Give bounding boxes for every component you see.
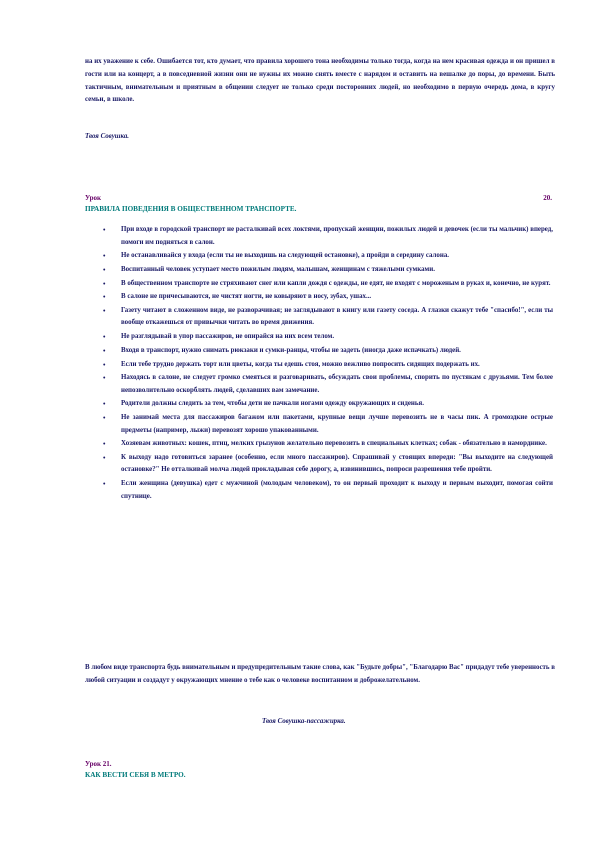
rule-text: В общественном транспорте не стряхивают снег или капли дождя с одежды, не едят, не входят с мороженым в руках и, конечно, не курят. [121,279,551,287]
rule-item [85,478,553,503]
closing-paragraph: В любом виде транспорта будь внимательным и предупредительным такие слова, как "Будьте добры", "Благодарю Вас" придадут тебе уверенность в любой ситуации и создадут у окружающих мнение о тебе как о человеке воспитанном и доброжелательном. [85,664,555,684]
rule-text: Родители должны следить за тем, чтобы дети не пачкали ногами одежду окружающих и сиденья. [121,400,424,408]
rule-text: Не останавливайся у входа (если ты не выходишь на следующей остановке), а пройди в середину салона. [121,252,449,260]
rule-item [85,224,553,249]
rule-item [85,438,553,451]
rule-item [85,398,553,411]
rule-text: Хозяевам животных: кошек, птиц, мелких грызунов желательно перевозить в специальных клетках; собак - обязательно в наморднике. [121,440,547,448]
rule-text: Газету читают в сложенном виде, не разворачивая; не заглядывают в книгу или газету соседа. А глазки скажут тебе "спасибо!", если ты вообще откажешься от привычки читать во время движения. [121,306,553,327]
rule-item [85,291,553,304]
lesson-20-signature: Твоя Совушка-пассажирка. [262,718,346,725]
intro-signature: Твоя Совушка. [85,133,130,140]
rule-item [85,331,553,344]
rule-item [85,250,553,263]
rule-item [85,264,553,277]
bullet-icon: • [103,265,106,274]
rule-text: Находясь в салоне, не следует громко смеяться и разговаривать, обсуждать свои проблемы, спорить по пустякам с друзьями. Тем более непозволительно оскорблять людей, сделавших вам замечание. [121,374,553,394]
rule-item [85,452,553,477]
rule-item [85,345,553,358]
rule-text: Не разглядывай в упор пассажиров, не опирайся на них всем телом. [121,333,335,341]
rule-text: При входе в городской транспорт не расталкивай всех локтями, пропускай женщин, пожилых людей и девочек (если ты мальчик) вперед, помоги им подняться в салон. [121,226,553,246]
rule-text: К выходу надо готовиться заранее (особенно, если много пассажиров). Спрашивай у стоящих впереди: "Вы выходите на следующей остановке?" Не отталкивай молча людей прокладывая себе дорогу, а, извинившись, попроси разрешения тебе пройти. [121,453,553,474]
lesson-21-label: Урок 21. [85,760,112,768]
rule-text: Не занимай места для пассажиров багажом или пакетами, крупные вещи лучше перевозить не в часы пик. А громоздкие острые предметы (например, лыжи) перевозят хорошо упакованными. [121,414,553,434]
lesson-20-label: Урок [85,194,101,202]
bullet-icon: • [103,440,106,449]
bullet-icon: • [103,293,106,302]
lesson-20-title: ПРАВИЛА ПОВЕДЕНИЯ В ОБЩЕСТВЕННОМ ТРАНСПОРТЕ. [85,205,297,213]
bullet-icon: • [103,360,106,369]
bullet-icon: • [103,252,106,261]
intro-paragraph: на их уважение к себе. Ошибается тот, кто думает, что правила хорошего тона необходимы только тогда, когда на нем красивая одежда и он пришел в гости или на концерт, а в повседневной жизни они не нужны их можно снять вместе с нарядом и оставить на вешалке до поры, до времени. Быть тактичным, внимательным и приятным в общении следует не только среди посторонних людей, но необходимо в первую очередь дома, в кругу семьи, в школе. [85,58,555,104]
bullet-icon: • [103,400,106,409]
bullet-icon: • [103,346,106,355]
lesson-20-number: 20. [543,194,552,202]
rule-item [85,372,553,397]
rule-text: Входя в транспорт, нужно снимать рюкзаки и сумки-ранцы, чтобы не задеть (иногда даже испачкать) людей. [121,346,461,354]
rule-text: Если тебе трудно держать торт или цветы, когда ты едешь стоя, можно вежливо попросить сидящих подержать их. [121,360,480,368]
rule-text: Если женщина (девушка) едет с мужчиной (молодым человеком), то он первый проходит к выходу и первым выходит, помогая сойти спутнице. [121,480,553,500]
bullet-icon: • [103,374,106,383]
rule-item [85,359,553,372]
rules-list [85,224,553,504]
rule-item [85,412,553,437]
bullet-icon: • [103,306,106,315]
bullet-icon: • [103,414,106,423]
bullet-icon: • [103,279,106,288]
rule-text: В салоне не причесываются, не чистят ногти, не ковыряют в носу, зубах, ушах... [121,293,372,301]
bullet-icon: • [103,453,106,462]
rule-text: Воспитанный человек уступает место пожилым людям, малышам, женщинам с тяжелыми сумками. [121,265,435,273]
rule-item [85,278,553,291]
bullet-icon: • [103,226,106,234]
bullet-icon: • [103,480,106,489]
rule-item [85,305,553,330]
bullet-icon: • [103,333,106,342]
lesson-21-title: КАК ВЕСТИ СЕБЯ В МЕТРО. [85,771,186,779]
